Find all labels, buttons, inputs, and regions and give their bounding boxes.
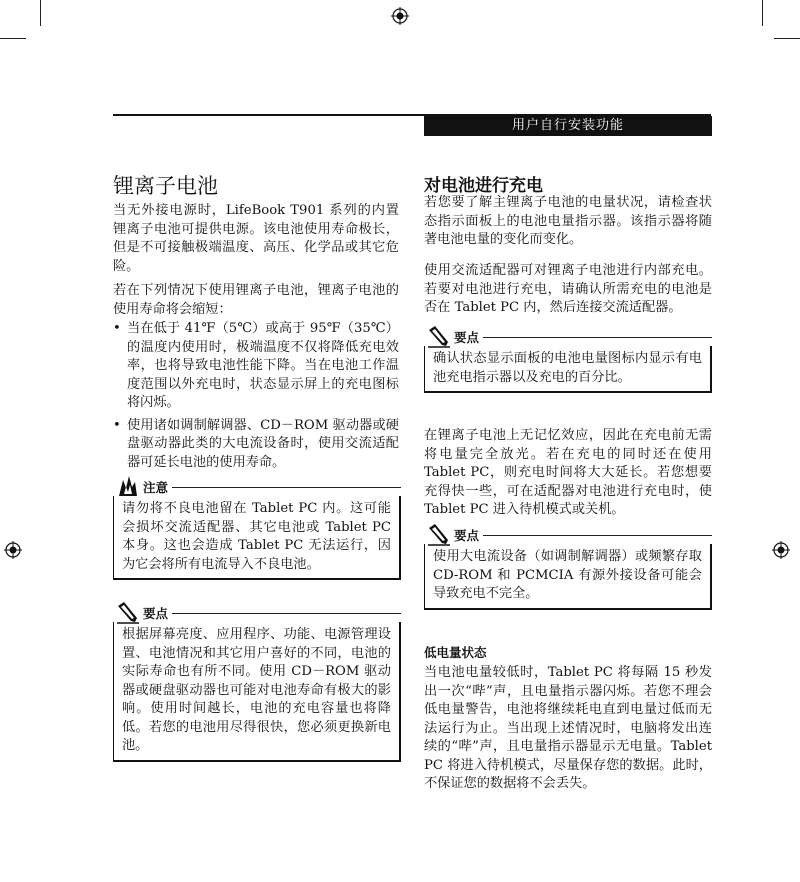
left-intro: 当无外接电源时，LifeBook T901 系列的内置锂离子电池可提供电源。该电池使用寿命极长，但是不可接触极端温度、高压、化学品或其它危险。 — [113, 203, 399, 274]
section-header-label: 用户自行安装功能 — [511, 118, 624, 133]
caution-label: 注意 — [143, 478, 172, 496]
important-text: 使用大电流设备（如调制解调器）或频繁存取 CD-ROM 和 PCMCIA 有源外接设备可能会导致充电不完全。 — [433, 549, 702, 601]
crop-mark-top-left-h — [0, 38, 26, 39]
left-para2: 若在下列情况下使用锂离子电池，锂离子电池的使用寿命将会缩短： — [113, 283, 399, 317]
left-title: 锂离子电池 — [113, 174, 218, 198]
crop-mark-top-left — [40, 0, 41, 26]
pen-note-icon — [426, 522, 452, 546]
list-item: • 当在低于 41℉（5℃）或高于 95℉（35℃）的温度内使用时，极端温度不仅将降低充电效率，也将导致电池性能下降。当在电池工作温度范围以外充电时，状态显示屏上的充电图标将闪烁。 — [113, 320, 399, 413]
right-para1: 若您要了解主锂离子电池的电量状况，请检查状态指示面板上的电池电量指示器。该指示器将随著电池电量的变化而变化。 — [424, 195, 712, 247]
important-note-right-2 — [424, 524, 712, 620]
important-note-left — [113, 602, 401, 762]
crop-mark-top-right-h — [774, 38, 800, 39]
important-label: 要点 — [454, 526, 483, 544]
registration-mark-icon — [391, 7, 409, 25]
section-header-bar — [424, 116, 712, 136]
caution-note — [113, 476, 401, 578]
list-item: • 使用诸如调制解调器、CD－ROM 驱动器或硬盘驱动器此类的大电流设备时，使用交流适配器可延长电池的使用寿命。 — [113, 417, 399, 473]
important-note-right-1 — [424, 326, 712, 406]
pen-note-icon — [115, 600, 141, 624]
left-bullet-list — [113, 320, 399, 476]
right-subtitle: 低电量状态 — [424, 645, 487, 660]
warning-flame-icon — [115, 474, 141, 498]
important-box — [113, 622, 401, 762]
important-box — [424, 544, 712, 610]
registration-mark-icon — [4, 541, 22, 559]
registration-mark-icon — [772, 541, 790, 559]
right-para2: 使用交流适配器可对锂离子电池进行内部充电。若要对电池进行充电，请确认所需充电的电池是否在 Tablet PC 内，然后连接交流适配器。 — [424, 263, 712, 315]
important-label: 要点 — [454, 328, 483, 346]
caution-text: 请勿将不良电池留在 Tablet PC 内。这可能会损坏交流适配器、其它电池或 Tablet PC 本身。这也会造成 Tablet PC 无法运行，因为它会将所有电流导入不良电池。 — [122, 501, 391, 572]
important-text: 根据屏幕亮度、应用程序、功能、电源管理设置、电池情况和其它用户喜好的不同，电池的实际寿命也有所不同。使用 CD－ROM 驱动器或硬盘驱动器也可能对电池寿命有极大的影响。使用时间越长，电池的充电容量也将降低。若您的电池用尽得很快，您必须更换新电池。 — [122, 627, 391, 753]
caution-box — [113, 496, 401, 580]
important-box — [424, 346, 712, 393]
important-label: 要点 — [143, 604, 172, 622]
right-para3: 在锂离子电池上无记忆效应，因此在充电前无需将电量完全放光。若在充电的同时还在使用 Tablet PC，则充电时间将大大延长。若您想要充得快一些，可在适配器对电池进行充电时，使 Tablet PC 进入待机模式或关机。 — [424, 428, 712, 517]
important-text: 确认状态显示面板的电池电量图标内显示有电池充电指示器以及充电的百分比。 — [433, 351, 702, 385]
right-title: 对电池进行充电 — [424, 176, 543, 196]
pen-note-icon — [426, 324, 452, 348]
crop-mark-top-right — [762, 0, 763, 26]
right-para4: 当电池电量较低时，Tablet PC 将每隔 15 秒发出一次“哔”声，且电量指示器闪烁。若您不理会低电量警告，电池将继续耗电直到电量过低而无法运行为止。当出现上述情况时，电脑将发出连续的“哔”声，且电量指示器显示无电量。Tablet PC 将进入待机模式，尽量保存您的数据。此时，不保证您的数据将不会丢失。 — [424, 665, 712, 791]
